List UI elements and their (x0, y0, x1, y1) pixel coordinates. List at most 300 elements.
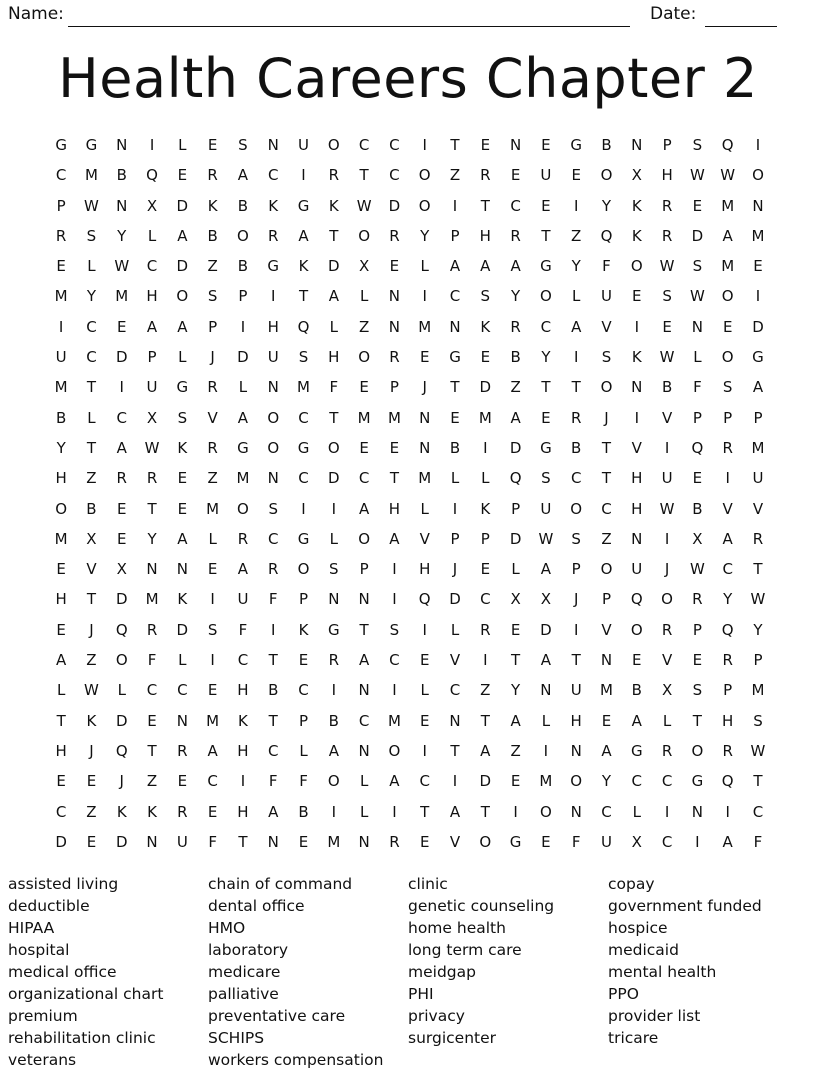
grid-letter[interactable]: T (601, 438, 612, 457)
grid-letter[interactable]: V (86, 560, 97, 579)
grid-letter[interactable]: A (268, 802, 279, 821)
grid-letter[interactable]: S (389, 620, 400, 639)
grid-letter[interactable]: O (721, 348, 734, 367)
grid-letter[interactable]: M (478, 408, 492, 427)
grid-letter[interactable]: S (601, 348, 612, 367)
grid-letter[interactable]: R (207, 166, 218, 185)
grid-letter[interactable]: O (388, 741, 401, 760)
grid-letter[interactable]: L (572, 287, 581, 306)
grid-letter[interactable]: B (237, 196, 249, 215)
grid-letter[interactable]: I (240, 317, 246, 336)
grid-letter[interactable]: V (207, 408, 218, 427)
grid-letter[interactable]: D (691, 226, 704, 245)
grid-letter[interactable]: I (271, 620, 276, 639)
grid-letter[interactable]: L (450, 469, 460, 488)
grid-letter[interactable]: U (752, 469, 764, 488)
grid-letter[interactable]: E (207, 681, 218, 700)
grid-letter[interactable]: G (570, 136, 582, 154)
grid-letter[interactable]: H (479, 226, 491, 245)
grid-letter[interactable]: A (328, 287, 339, 306)
grid-letter[interactable]: G (237, 438, 249, 457)
grid-letter[interactable]: L (359, 287, 369, 306)
grid-letter[interactable]: C (480, 590, 491, 609)
grid-letter[interactable]: I (392, 590, 397, 609)
grid-letter[interactable]: O (237, 226, 249, 245)
grid-letter[interactable]: C (207, 772, 218, 791)
grid-letter[interactable]: N (570, 802, 582, 821)
grid-letter[interactable]: S (541, 469, 551, 488)
grid-letter[interactable]: X (510, 590, 521, 609)
grid-letter[interactable]: A (540, 560, 552, 579)
grid-letter[interactable]: M (418, 317, 432, 336)
grid-letter[interactable]: X (540, 590, 552, 609)
grid-letter[interactable]: J (664, 560, 670, 579)
grid-letter[interactable]: K (328, 196, 339, 215)
grid-letter[interactable]: S (207, 620, 218, 639)
grid-letter[interactable]: L (178, 136, 187, 154)
grid-letter[interactable]: R (146, 469, 158, 488)
grid-letter[interactable]: T (601, 469, 612, 488)
grid-letter[interactable]: I (240, 772, 246, 791)
grid-letter[interactable]: F (238, 620, 248, 639)
grid-letter[interactable]: N (449, 317, 461, 336)
grid-letter[interactable]: F (602, 257, 611, 276)
grid-letter[interactable]: N (388, 317, 401, 336)
grid-letter[interactable]: T (480, 196, 490, 215)
grid-letter[interactable]: F (753, 832, 763, 851)
grid-letter[interactable]: C (601, 802, 612, 821)
grid-letter[interactable]: C (298, 408, 309, 427)
grid-letter[interactable]: M (751, 681, 765, 700)
grid-letter[interactable]: S (571, 529, 581, 548)
grid-letter[interactable]: C (177, 681, 188, 700)
grid-letter[interactable]: I (725, 469, 730, 488)
grid-letter[interactable]: Y (147, 529, 157, 548)
grid-letter[interactable]: N (540, 681, 552, 700)
grid-letter[interactable]: I (58, 317, 64, 336)
grid-letter[interactable]: L (420, 499, 429, 518)
grid-letter[interactable]: V (631, 438, 642, 457)
grid-letter[interactable]: C (267, 741, 279, 760)
grid-letter[interactable]: O (267, 438, 280, 457)
grid-letter[interactable]: I (301, 499, 306, 518)
grid-letter[interactable]: I (210, 651, 215, 670)
grid-letter[interactable]: B (631, 681, 642, 700)
grid-letter[interactable]: Y (541, 348, 551, 367)
grid-letter[interactable]: Q (721, 620, 734, 639)
grid-letter[interactable]: E (692, 651, 703, 670)
grid-letter[interactable]: B (571, 438, 582, 457)
grid-letter[interactable]: Q (600, 226, 613, 245)
grid-letter[interactable]: A (358, 651, 370, 670)
grid-letter[interactable]: I (392, 802, 397, 821)
grid-letter[interactable]: A (358, 499, 370, 518)
grid-letter[interactable]: L (632, 802, 641, 821)
grid-letter[interactable]: I (755, 136, 761, 154)
grid-letter[interactable]: L (178, 348, 187, 367)
grid-letter[interactable]: S (692, 257, 703, 276)
grid-letter[interactable]: X (358, 257, 370, 276)
grid-letter[interactable]: A (722, 832, 733, 851)
grid-letter[interactable]: I (513, 802, 518, 821)
grid-letter[interactable]: Z (358, 317, 370, 336)
grid-letter[interactable]: H (55, 469, 67, 488)
grid-letter[interactable]: N (267, 136, 279, 154)
grid-letter[interactable]: E (510, 772, 521, 791)
grid-letter[interactable]: D (509, 438, 522, 457)
grid-letter[interactable]: M (84, 166, 98, 185)
grid-letter[interactable]: N (600, 651, 613, 670)
grid-letter[interactable]: U (237, 590, 249, 609)
grid-letter[interactable]: R (328, 166, 340, 185)
grid-letter[interactable]: A (56, 651, 67, 670)
grid-letter[interactable]: E (207, 802, 218, 821)
grid-letter[interactable]: W (659, 499, 675, 518)
grid-letter[interactable]: O (358, 226, 371, 245)
grid-letter[interactable]: T (268, 651, 278, 670)
grid-letter[interactable]: Q (418, 590, 431, 609)
grid-letter[interactable]: X (631, 166, 642, 185)
grid-letter[interactable]: U (267, 348, 279, 367)
grid-letter[interactable]: L (329, 529, 338, 548)
grid-letter[interactable]: T (147, 741, 157, 760)
grid-letter[interactable]: K (207, 196, 218, 215)
grid-letter[interactable]: T (86, 590, 97, 609)
grid-letter[interactable]: P (480, 529, 490, 548)
grid-letter[interactable]: F (299, 772, 308, 791)
grid-letter[interactable]: L (329, 317, 338, 336)
grid-letter[interactable]: B (328, 711, 339, 730)
grid-letter[interactable]: U (176, 832, 188, 851)
grid-letter[interactable]: P (389, 378, 399, 397)
grid-letter[interactable]: E (359, 438, 369, 457)
grid-letter[interactable]: E (207, 560, 218, 579)
grid-letter[interactable]: W (659, 257, 675, 276)
grid-letter[interactable]: U (661, 469, 673, 488)
grid-letter[interactable]: O (327, 136, 340, 154)
grid-letter[interactable]: I (664, 802, 670, 821)
grid-letter[interactable]: Q (721, 136, 734, 154)
grid-letter[interactable]: X (661, 681, 673, 700)
grid-letter[interactable]: C (389, 166, 400, 185)
grid-letter[interactable]: M (54, 378, 68, 397)
grid-letter[interactable]: C (146, 257, 158, 276)
grid-letter[interactable]: S (692, 681, 703, 700)
grid-letter[interactable]: E (419, 832, 430, 851)
grid-letter[interactable]: I (573, 348, 579, 367)
grid-letter[interactable]: A (480, 741, 491, 760)
grid-letter[interactable]: W (84, 196, 99, 215)
grid-letter[interactable]: T (389, 469, 399, 488)
grid-letter[interactable]: C (298, 681, 309, 700)
grid-letter[interactable]: E (117, 317, 127, 336)
grid-letter[interactable]: N (267, 832, 279, 851)
grid-letter[interactable]: H (267, 317, 279, 336)
grid-letter[interactable]: R (268, 226, 279, 245)
grid-letter[interactable]: C (419, 772, 430, 791)
grid-letter[interactable]: Y (420, 226, 430, 245)
grid-letter[interactable]: O (752, 166, 764, 185)
grid-letter[interactable]: P (208, 317, 218, 336)
grid-letter[interactable]: P (238, 287, 248, 306)
grid-letter[interactable]: E (450, 408, 460, 427)
grid-letter[interactable]: S (329, 560, 339, 579)
grid-letter[interactable]: O (237, 499, 249, 518)
grid-letter[interactable]: R (722, 651, 733, 670)
grid-letter[interactable]: M (418, 469, 432, 488)
grid-letter[interactable]: O (600, 378, 613, 397)
grid-letter[interactable]: F (329, 378, 339, 397)
grid-letter[interactable]: L (450, 620, 460, 639)
grid-letter[interactable]: A (177, 317, 188, 336)
grid-letter[interactable]: C (722, 560, 733, 579)
grid-letter[interactable]: T (511, 651, 521, 670)
grid-letter[interactable]: Y (117, 226, 127, 245)
grid-letter[interactable]: V (449, 832, 461, 851)
grid-letter[interactable]: P (692, 620, 702, 639)
grid-letter[interactable]: D (479, 772, 492, 791)
grid-letter[interactable]: C (298, 469, 309, 488)
grid-letter[interactable]: I (755, 287, 761, 306)
grid-letter[interactable]: R (389, 226, 400, 245)
grid-letter[interactable]: R (722, 741, 733, 760)
grid-letter[interactable]: E (480, 560, 491, 579)
grid-letter[interactable]: R (328, 651, 340, 670)
grid-letter[interactable]: Z (207, 469, 218, 488)
grid-letter[interactable]: S (298, 348, 309, 367)
grid-letter[interactable]: T (56, 711, 66, 730)
grid-letter[interactable]: U (631, 560, 643, 579)
grid-letter[interactable]: N (328, 590, 340, 609)
grid-letter[interactable]: U (55, 348, 67, 367)
grid-letter[interactable]: H (55, 590, 67, 609)
grid-letter[interactable]: D (237, 348, 249, 367)
grid-letter[interactable]: C (661, 772, 673, 791)
grid-letter[interactable]: A (389, 529, 400, 548)
grid-letter[interactable]: E (722, 317, 733, 336)
grid-letter[interactable]: O (297, 560, 310, 579)
grid-letter[interactable]: H (237, 741, 249, 760)
grid-letter[interactable]: L (541, 711, 551, 730)
grid-letter[interactable]: D (509, 529, 522, 548)
grid-letter[interactable]: B (86, 499, 97, 518)
grid-letter[interactable]: Y (511, 287, 521, 306)
grid-letter[interactable]: R (510, 317, 521, 336)
grid-letter[interactable]: D (176, 257, 189, 276)
grid-letter[interactable]: N (267, 469, 279, 488)
grid-letter[interactable]: W (689, 166, 705, 185)
grid-letter[interactable]: R (116, 469, 127, 488)
grid-letter[interactable]: U (298, 136, 310, 154)
grid-letter[interactable]: P (299, 590, 309, 609)
grid-letter[interactable]: K (177, 438, 188, 457)
grid-letter[interactable]: W (144, 438, 160, 457)
grid-letter[interactable]: B (510, 348, 521, 367)
grid-letter[interactable]: T (692, 711, 702, 730)
grid-letter[interactable]: S (662, 287, 672, 306)
grid-letter[interactable]: E (571, 166, 581, 185)
grid-letter[interactable]: G (55, 136, 67, 154)
grid-letter[interactable]: B (449, 438, 461, 457)
grid-letter[interactable]: X (86, 529, 97, 548)
grid-letter[interactable]: M (54, 529, 68, 548)
grid-letter[interactable]: K (480, 499, 491, 518)
grid-letter[interactable]: O (630, 257, 643, 276)
grid-letter[interactable]: J (89, 741, 94, 760)
grid-letter[interactable]: E (359, 378, 369, 397)
grid-letter[interactable]: N (570, 741, 582, 760)
grid-letter[interactable]: I (483, 438, 488, 457)
grid-letter[interactable]: C (55, 166, 67, 185)
grid-letter[interactable]: I (149, 136, 155, 154)
grid-letter[interactable]: I (422, 741, 427, 760)
grid-letter[interactable]: R (55, 226, 67, 245)
grid-letter[interactable]: D (115, 711, 128, 730)
grid-letter[interactable]: M (297, 378, 310, 397)
grid-letter[interactable]: O (630, 620, 643, 639)
grid-letter[interactable]: A (722, 226, 733, 245)
grid-letter[interactable]: U (146, 378, 158, 397)
grid-letter[interactable]: A (298, 226, 309, 245)
grid-letter[interactable]: E (541, 832, 551, 851)
grid-letter[interactable]: I (301, 166, 306, 185)
grid-letter[interactable]: V (419, 529, 430, 548)
grid-letter[interactable]: I (483, 651, 488, 670)
grid-letter[interactable]: P (359, 560, 369, 579)
grid-letter[interactable]: A (722, 529, 733, 548)
grid-letter[interactable]: P (147, 348, 157, 367)
grid-letter[interactable]: I (331, 802, 337, 821)
grid-letter[interactable]: A (146, 317, 158, 336)
grid-letter[interactable]: M (206, 711, 220, 730)
grid-letter[interactable]: B (601, 136, 612, 154)
grid-letter[interactable]: X (631, 832, 642, 851)
grid-letter[interactable]: D (328, 257, 340, 276)
grid-letter[interactable]: C (358, 711, 370, 730)
grid-letter[interactable]: I (452, 499, 458, 518)
grid-letter[interactable]: Q (115, 741, 128, 760)
grid-letter[interactable]: Y (723, 590, 733, 609)
grid-letter[interactable]: E (692, 196, 703, 215)
grid-letter[interactable]: C (570, 469, 582, 488)
grid-letter[interactable]: Y (86, 287, 97, 306)
grid-letter[interactable]: K (86, 711, 97, 730)
grid-letter[interactable]: S (177, 408, 188, 427)
grid-letter[interactable]: I (271, 287, 276, 306)
grid-letter[interactable]: P (299, 711, 309, 730)
grid-letter[interactable]: E (389, 257, 400, 276)
grid-letter[interactable]: B (692, 499, 703, 518)
grid-letter[interactable]: L (238, 378, 248, 397)
grid-letter[interactable]: A (207, 741, 218, 760)
grid-letter[interactable]: E (632, 287, 642, 306)
grid-letter[interactable]: I (695, 832, 700, 851)
grid-letter[interactable]: I (331, 499, 337, 518)
grid-letter[interactable]: E (389, 438, 400, 457)
grid-letter[interactable]: I (392, 560, 397, 579)
grid-letter[interactable]: Y (601, 772, 612, 791)
grid-letter[interactable]: O (721, 287, 734, 306)
grid-letter[interactable]: E (480, 348, 491, 367)
grid-letter[interactable]: R (177, 741, 188, 760)
grid-letter[interactable]: D (115, 590, 128, 609)
grid-letter[interactable]: F (268, 772, 278, 791)
grid-letter[interactable]: P (56, 196, 66, 215)
grid-letter[interactable]: D (55, 832, 67, 851)
grid-letter[interactable]: B (298, 802, 309, 821)
grid-letter[interactable]: E (298, 832, 309, 851)
grid-letter[interactable]: P (511, 499, 521, 518)
grid-letter[interactable]: B (116, 166, 127, 185)
grid-letter[interactable]: C (358, 469, 370, 488)
grid-letter[interactable]: S (692, 136, 703, 154)
grid-letter[interactable]: L (87, 408, 96, 427)
grid-letter[interactable]: K (268, 196, 279, 215)
name-input-line[interactable] (68, 26, 630, 27)
grid-letter[interactable]: T (359, 166, 369, 185)
grid-letter[interactable]: N (116, 196, 128, 215)
grid-letter[interactable]: A (237, 560, 249, 579)
grid-letter[interactable]: K (631, 196, 642, 215)
grid-letter[interactable]: L (147, 226, 157, 245)
grid-letter[interactable]: B (56, 408, 67, 427)
grid-letter[interactable]: C (146, 681, 158, 700)
grid-letter[interactable]: E (662, 317, 672, 336)
grid-letter[interactable]: B (207, 226, 218, 245)
grid-letter[interactable]: E (692, 469, 703, 488)
grid-letter[interactable]: Q (691, 438, 704, 457)
grid-letter[interactable]: E (56, 620, 66, 639)
grid-letter[interactable]: R (661, 741, 673, 760)
grid-letter[interactable]: C (267, 529, 279, 548)
grid-letter[interactable]: Z (207, 257, 218, 276)
grid-letter[interactable]: R (722, 438, 733, 457)
grid-letter[interactable]: L (420, 257, 429, 276)
grid-letter[interactable]: J (573, 590, 579, 609)
grid-letter[interactable]: C (358, 136, 370, 154)
grid-letter[interactable]: M (115, 287, 129, 306)
grid-letter[interactable]: W (750, 590, 766, 609)
grid-letter[interactable]: T (420, 802, 430, 821)
grid-letter[interactable]: D (115, 832, 128, 851)
grid-letter[interactable]: E (541, 408, 551, 427)
grid-letter[interactable]: C (449, 287, 461, 306)
grid-letter[interactable]: P (753, 651, 763, 670)
grid-letter[interactable]: T (541, 378, 551, 397)
grid-letter[interactable]: E (510, 620, 521, 639)
grid-letter[interactable]: S (753, 711, 763, 730)
grid-letter[interactable]: E (541, 196, 551, 215)
grid-letter[interactable]: M (539, 772, 553, 791)
grid-letter[interactable]: I (543, 741, 549, 760)
grid-letter[interactable]: O (539, 802, 552, 821)
grid-letter[interactable]: T (480, 802, 490, 821)
grid-letter[interactable]: F (208, 832, 217, 851)
grid-letter[interactable]: T (298, 287, 309, 306)
grid-letter[interactable]: E (419, 711, 430, 730)
grid-letter[interactable]: E (147, 711, 157, 730)
grid-letter[interactable]: T (359, 620, 369, 639)
grid-letter[interactable]: C (389, 651, 400, 670)
grid-letter[interactable]: A (116, 438, 127, 457)
grid-letter[interactable]: U (540, 166, 552, 185)
grid-letter[interactable]: A (237, 166, 249, 185)
grid-letter[interactable]: A (510, 408, 521, 427)
grid-letter[interactable]: G (630, 741, 643, 760)
grid-letter[interactable]: P (601, 590, 612, 609)
grid-letter[interactable]: W (689, 287, 705, 306)
grid-letter[interactable]: Y (511, 681, 521, 700)
